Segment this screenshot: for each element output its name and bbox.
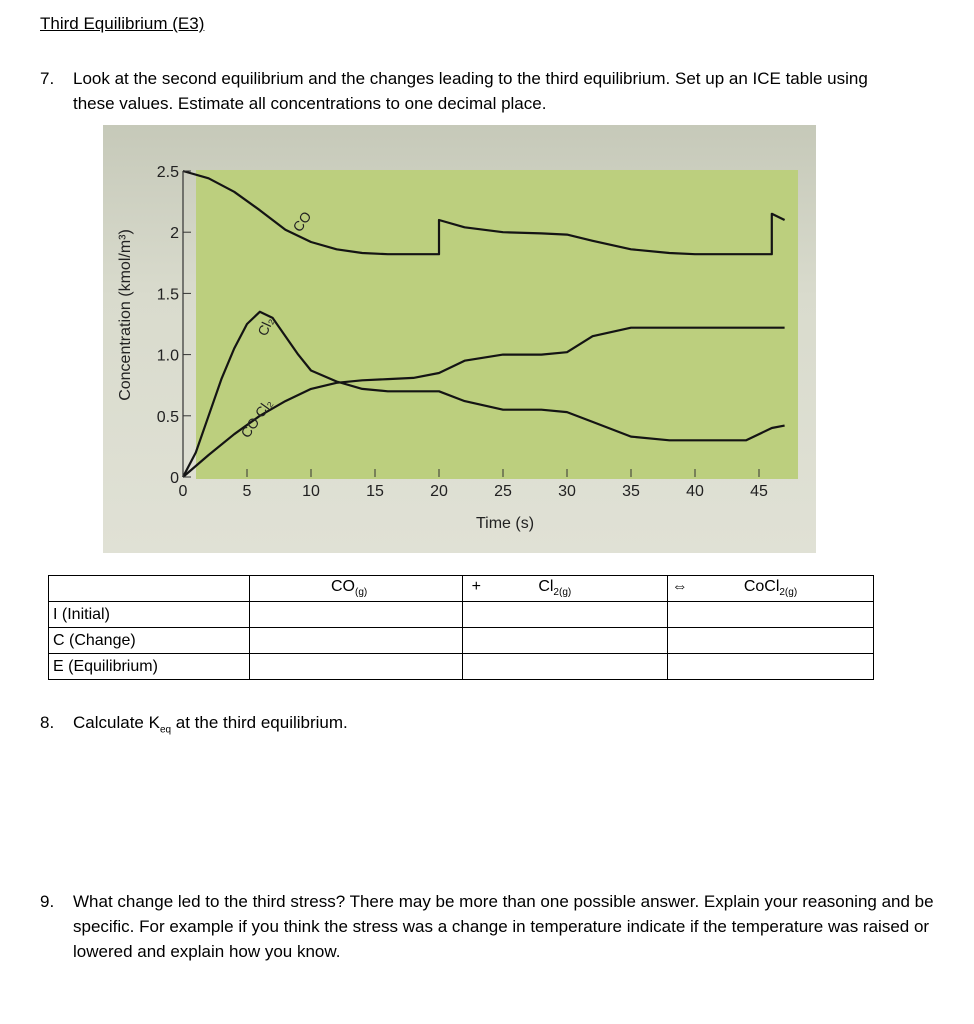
x-tick-label: 10 <box>302 483 320 500</box>
plot-area <box>196 170 798 479</box>
y-tick-label: 1.0 <box>156 347 179 365</box>
header-cocl2 <box>668 576 874 602</box>
annotation-co: CO <box>289 208 315 235</box>
header-cl2-label: Cl <box>538 578 554 596</box>
cell-initial-co[interactable] <box>250 602 463 628</box>
header-co-label: CO <box>330 578 355 596</box>
equilibrium-arrow: ⇔ <box>671 578 688 596</box>
x-tick-label: 35 <box>622 483 640 500</box>
x-axis-label: Time (s) <box>475 515 535 532</box>
ice-table <box>48 575 874 680</box>
header-cocl2-sub: 2(g) <box>779 587 798 599</box>
question-7-number: 7. <box>40 69 55 88</box>
question-7-text: Look at the second equilibrium and the changes leading to the third equilibrium. Set up an ICE table using these values. Estimate all concentrations to one decimal place. <box>73 69 868 113</box>
header-blank-cell <box>49 576 250 602</box>
question-9-number: 9. <box>40 892 55 911</box>
y-tick-label: 2 <box>170 225 179 243</box>
table-row <box>49 654 874 680</box>
header-co-sub: (g) <box>354 587 368 599</box>
x-tick-label: 5 <box>242 483 252 500</box>
cell-equilibrium-cl2[interactable] <box>463 654 668 680</box>
x-tick-label: 45 <box>750 483 768 500</box>
row-label-initial: I (Initial) <box>49 602 250 628</box>
y-tick-label: 0.5 <box>156 408 179 426</box>
cell-equilibrium-co[interactable] <box>250 654 463 680</box>
row-label-change: C (Change) <box>49 628 250 654</box>
x-tick-label: 30 <box>558 483 576 500</box>
ice-table-header-row <box>49 576 874 602</box>
y-tick-label: 2.5 <box>156 164 179 181</box>
question-8-keq-sub: eq <box>159 724 172 736</box>
question-8-text <box>73 710 348 742</box>
x-tick-label: 0 <box>178 483 188 500</box>
header-cl2 <box>463 576 688 602</box>
y-tick-label: 1.5 <box>156 286 179 304</box>
x-tick-label: 25 <box>494 483 512 500</box>
concentration-chart <box>103 125 816 553</box>
cell-initial-cl2[interactable] <box>463 602 668 628</box>
table-row <box>49 628 874 654</box>
row-label-equilibrium: E (Equilibrium) <box>49 654 250 680</box>
header-cocl2-label: CoCl <box>743 578 780 596</box>
cell-initial-cocl2[interactable] <box>668 602 874 628</box>
annotation-cocl2: CO Cl₂ <box>237 395 276 441</box>
question-8-number: 8. <box>40 713 55 732</box>
x-tick-label: 40 <box>686 483 704 500</box>
cell-change-cl2[interactable] <box>463 628 668 654</box>
plus-sign: + <box>471 578 482 596</box>
x-tick-label: 20 <box>430 483 448 500</box>
cell-equilibrium-cocl2[interactable] <box>668 654 874 680</box>
concentration-chart-photo <box>103 125 816 553</box>
header-co <box>250 576 482 602</box>
section-heading: Third Equilibrium (E3) <box>40 14 205 33</box>
question-9-text: What change led to the third stress? There may be more than one possible answer. Explain your reasoning and be specific. For example if you think the stress was a change in temperature indicate if the temperature was raised or lowered and explain how you know. <box>73 892 934 961</box>
y-tick-label: 0 <box>170 470 179 487</box>
table-row <box>49 602 874 628</box>
cell-change-co[interactable] <box>250 628 463 654</box>
question-8-text-after: at the third equilibrium. <box>171 713 348 732</box>
cell-change-cocl2[interactable] <box>668 628 874 654</box>
annotation-cl2: Cl₂ <box>254 314 277 339</box>
question-8-text-before: Calculate K <box>73 713 160 732</box>
y-axis-label: Concentration (kmol/m³) <box>117 229 134 401</box>
header-cl2-sub: 2(g) <box>553 587 572 599</box>
x-tick-label: 15 <box>366 483 384 500</box>
